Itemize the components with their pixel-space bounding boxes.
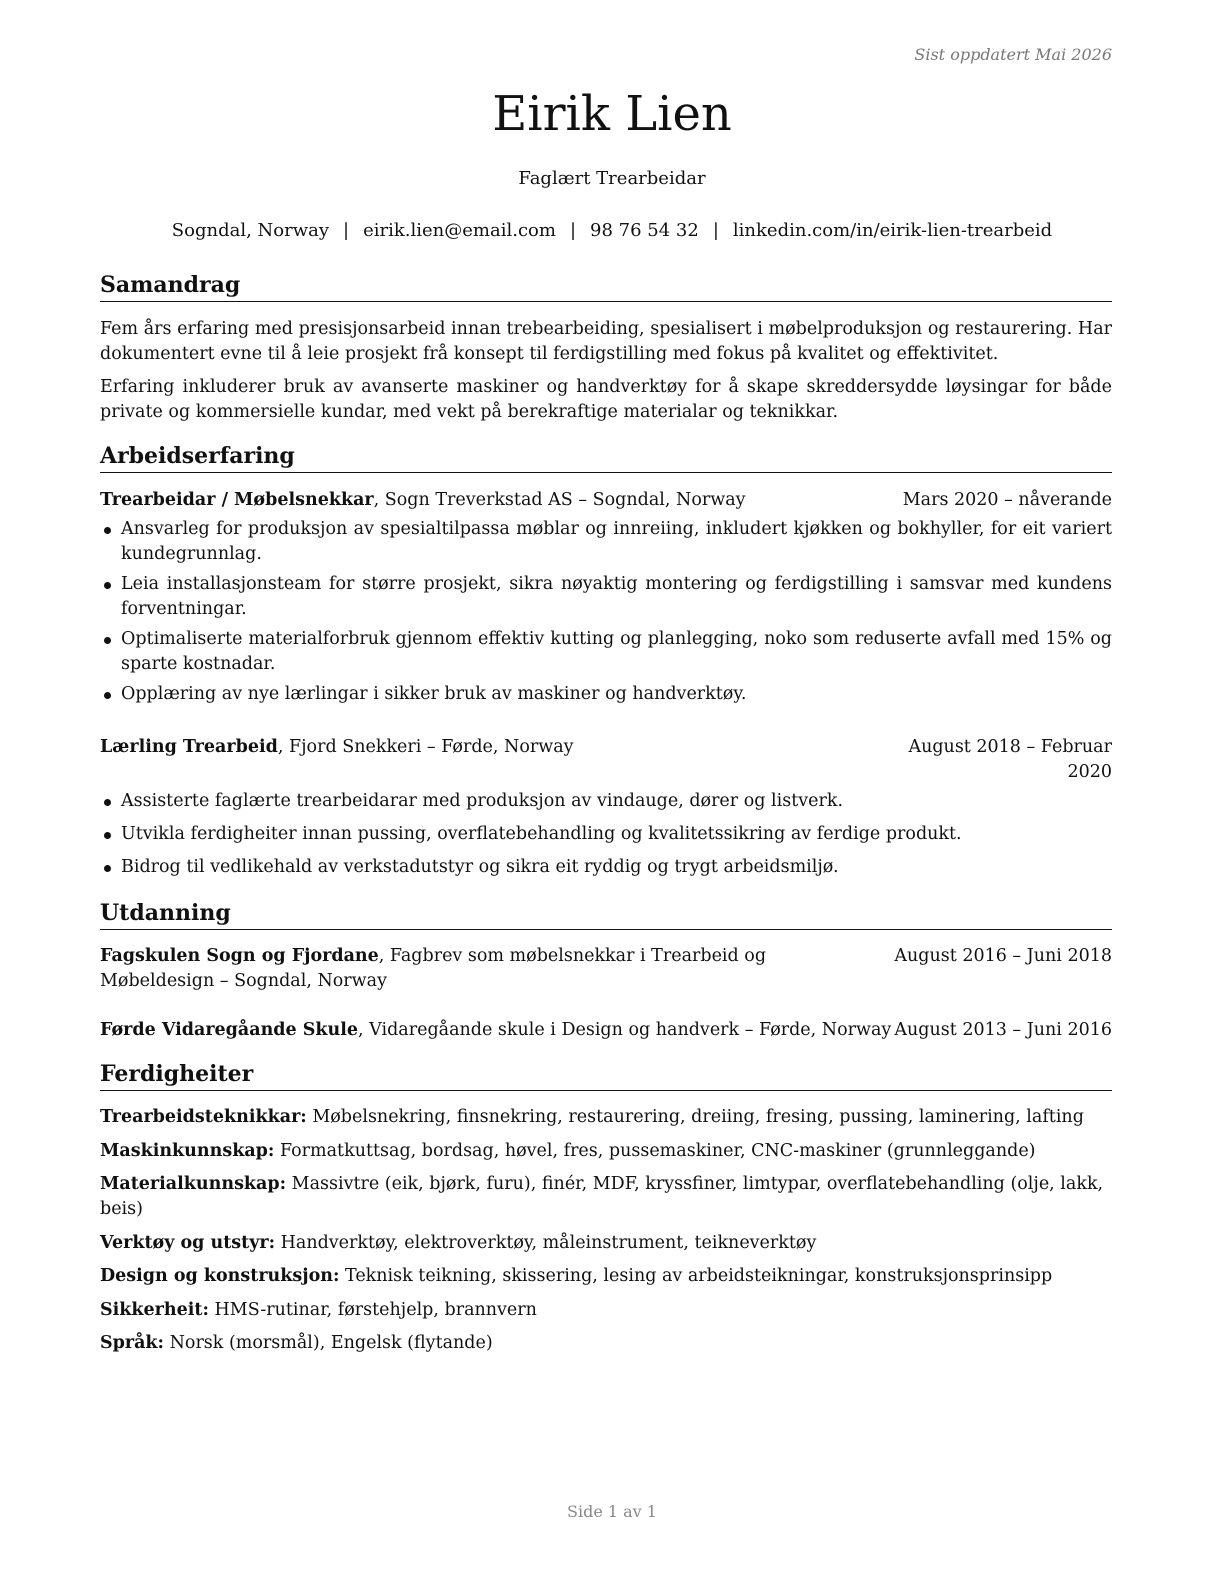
experience-heading: Arbeidserfaring <box>100 441 1112 473</box>
job-role: Lærling Trearbeid <box>100 737 278 757</box>
skill-label: Verktøy og utstyr: <box>100 1232 276 1253</box>
skill-value: HMS-rutinar, førstehjelp, brannvern <box>208 1299 537 1320</box>
skill-value: Teknisk teikning, skissering, lesing av arbeidsteikningar, konstruksjonsprinsipp <box>339 1266 1053 1286</box>
skills-heading: Ferdigheiter <box>100 1059 1112 1091</box>
headline: Faglært Trearbeidar <box>518 168 706 189</box>
bullet-text: Ansvarleg for produksjon av spesialtilpassa møblar og innreiing, inkludert kjøkken og bokhyller, for eit variert kundegrunnlag. <box>121 519 1112 564</box>
skill-label: Maskinkunnskap: <box>100 1140 275 1161</box>
school-name: Fagskulen Sogn og Fjordane <box>100 946 379 966</box>
bullet-icon <box>104 582 111 589</box>
skill-line <box>100 1172 1112 1222</box>
contact-email[interactable]: eirik.lien@email.com <box>363 220 556 241</box>
contact-location: Sogndal, Norway <box>171 220 330 241</box>
skill-label: Trearbeidsteknikkar: <box>100 1107 307 1127</box>
education-section <box>100 898 1112 1043</box>
job-bullet <box>100 517 1112 567</box>
school-details: , Vidaregåande skule i Design og handverk – Førde, Norway <box>358 1020 892 1040</box>
contact-linkedin[interactable]: linkedin.com/in/eirik-lien-trearbeid <box>732 220 1053 241</box>
job-entry <box>100 735 1112 880</box>
job-bullets <box>100 517 1112 707</box>
bullet-text: Utvikla ferdigheiter innan pussing, overflatebehandling og kvalitetssikring av ferdige produkt. <box>121 824 962 844</box>
skill-value: Massivtre (eik, bjørk, furu), finér, MDF, kryssfiner, limtypar, overflatebehandling (olje, lakk, beis) <box>100 1174 1104 1219</box>
skill-label: Materialkunnskap: <box>100 1174 287 1194</box>
skill-label: Sikkerheit: <box>100 1299 209 1320</box>
skill-label: Design og konstruksjon: <box>100 1266 340 1286</box>
job-entry <box>100 488 1112 707</box>
bullet-icon <box>104 692 111 699</box>
job-bullet <box>100 789 1112 814</box>
skill-line <box>100 1231 1112 1256</box>
school-details: , Fagbrev som møbelsnekkar i Trearbeid og Møbeldesign – Sogndal, Norway <box>100 946 767 991</box>
contact-separator: | <box>712 220 719 241</box>
job-employer: , Sogn Treverkstad AS – Sogndal, Norway <box>373 490 746 510</box>
bullet-text: Bidrog til vedlikehald av verkstadutstyr og sikra eit ryddig og trygt arbeidsmiljø. <box>121 857 839 877</box>
education-heading: Utdanning <box>100 898 1112 930</box>
education-entry <box>100 1018 1112 1043</box>
job-header <box>100 488 1112 513</box>
bullet-text: Opplæring av nye lærlingar i sikker bruk av maskiner og handverktøy. <box>121 684 747 704</box>
education-dates: August 2016 – Juni 2018 <box>894 946 1112 966</box>
summary-paragraph: Erfaring inkluderer bruk av avanserte maskiner og handverktøy for å skape skreddersydde løysingar for både private og kommersielle kundar, med vekt på berekraftige materialar og teknikkar. <box>100 377 1112 422</box>
skill-value: Norsk (morsmål), Engelsk (flytande) <box>164 1333 493 1353</box>
bullet-icon <box>104 527 111 534</box>
contact-phone: 98 76 54 32 <box>590 220 699 241</box>
contact-line <box>0 220 1224 241</box>
contact-separator: | <box>569 220 577 241</box>
summary-heading: Samandrag <box>100 270 1112 302</box>
bullet-icon <box>104 832 111 839</box>
skills-section <box>100 1059 1112 1356</box>
page-number: Side 1 av 1 <box>567 1502 657 1521</box>
bullet-text: Leia installasjonsteam for større prosjekt, sikra nøyaktig montering og ferdigstilling i samsvar med kundens forventningar. <box>121 574 1112 619</box>
job-dates: August 2018 – Februar 2020 <box>908 737 1112 782</box>
job-bullet <box>100 572 1112 622</box>
skill-value: Formatkuttsag, bordsag, høvel, fres, pussemaskiner, CNC-maskiner (grunnleggande) <box>274 1140 1036 1161</box>
experience-section <box>100 441 1112 880</box>
skill-line <box>100 1139 1112 1164</box>
bullet-icon <box>104 799 111 806</box>
resume-content <box>100 270 1112 1365</box>
bullet-icon <box>104 637 111 644</box>
education-dates: August 2013 – Juni 2016 <box>894 1020 1112 1040</box>
bullet-text: Assisterte faglærte trearbeidarar med produksjon av vindauge, dører og listverk. <box>121 791 844 811</box>
job-bullets <box>100 789 1112 880</box>
skill-line <box>100 1298 1112 1323</box>
job-bullet <box>100 627 1112 677</box>
skill-line <box>100 1105 1112 1130</box>
job-employer: , Fjord Snekkeri – Førde, Norway <box>277 737 574 757</box>
job-dates: Mars 2020 – nåverande <box>902 490 1112 510</box>
job-bullet <box>100 855 1112 880</box>
bullet-text: Optimaliserte materialforbruk gjennom effektiv kutting og planlegging, noko som reduserte avfall med 15% og sparte kostnadar. <box>121 629 1112 674</box>
skill-label: Språk: <box>100 1333 165 1353</box>
education-entry <box>100 944 1112 994</box>
job-role: Trearbeidar / Møbelsnekkar <box>100 490 374 510</box>
job-bullet <box>100 822 1112 847</box>
last-updated: Sist oppdatert Mai 2026 <box>914 45 1112 64</box>
summary-section <box>100 270 1112 425</box>
contact-separator: | <box>343 220 350 241</box>
person-name: Eirik Lien <box>492 86 732 142</box>
skill-line <box>100 1331 1112 1356</box>
summary-paragraph: Fem års erfaring med presisjonsarbeid innan trebearbeiding, spesialisert i møbelproduksjon og restaurering. Har dokumentert evne til å leie prosjekt frå konsept til ferdigstilling med fokus på kvalitet og effektivitet. <box>100 319 1112 364</box>
job-header <box>100 735 1112 785</box>
school-name: Førde Vidaregåande Skule <box>100 1020 359 1040</box>
bullet-icon <box>104 865 111 872</box>
job-bullet <box>100 682 1112 707</box>
skill-line <box>100 1264 1112 1289</box>
skill-value: Handverktøy, elektroverktøy, måleinstrument, teikneverktøy <box>275 1232 817 1253</box>
skill-value: Møbelsnekring, finsnekring, restaurering, dreiing, fresing, pussing, laminering, lafting <box>306 1107 1084 1127</box>
